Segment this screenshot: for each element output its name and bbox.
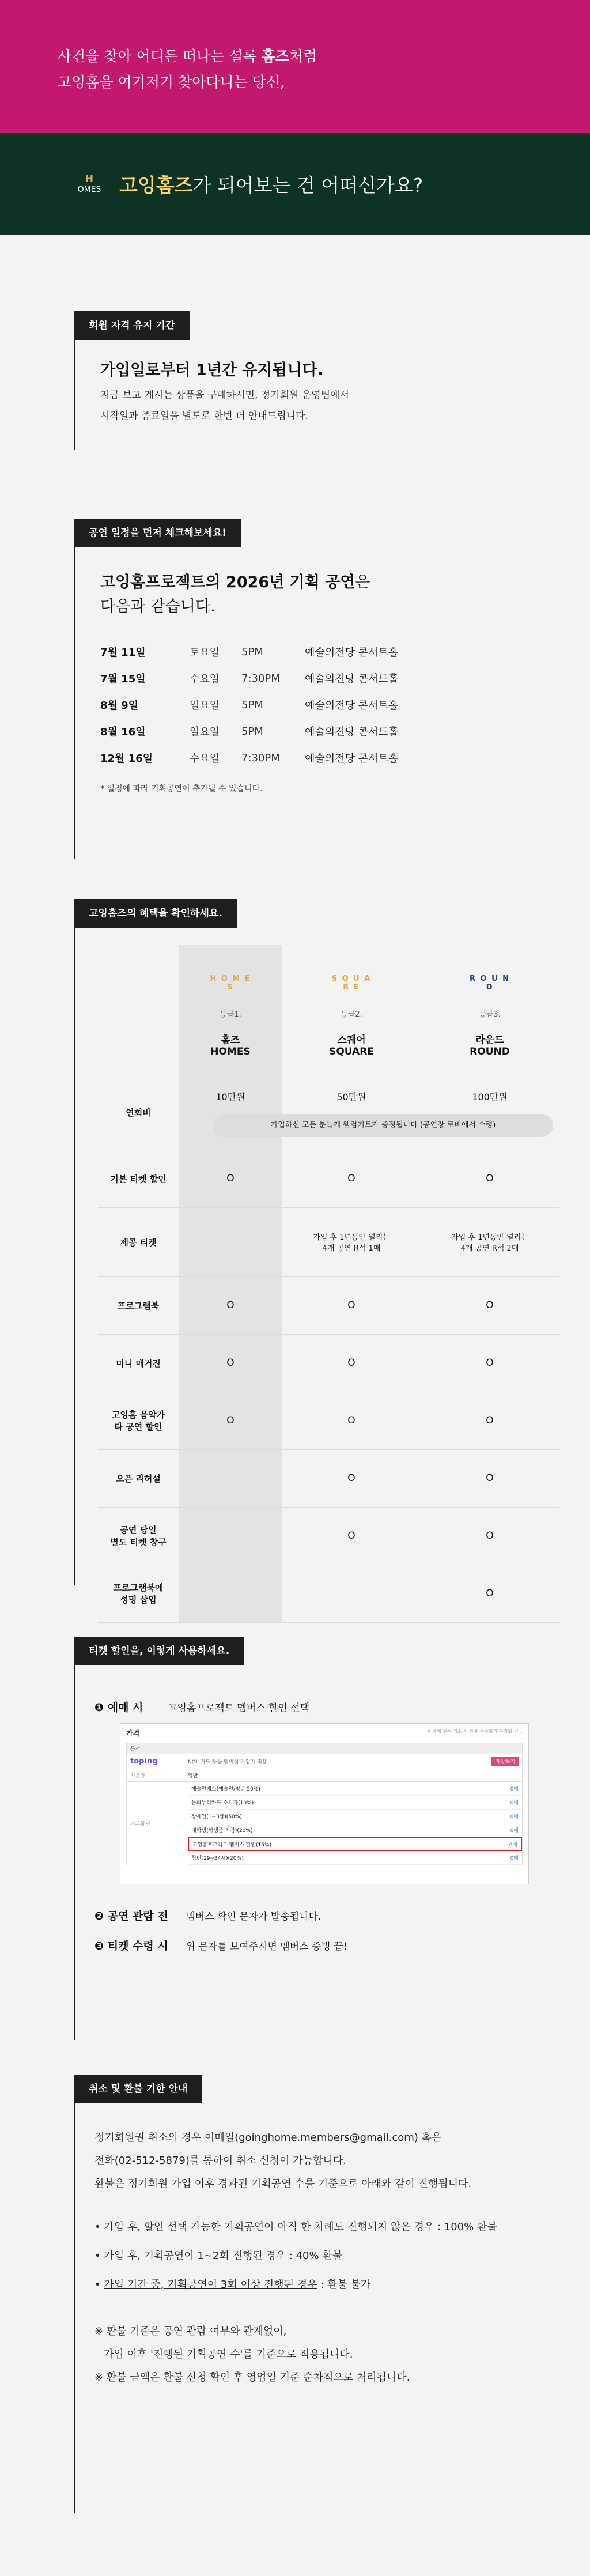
refund-condition: 가입 기간 중, 기획공연이 3회 이상 진행된 경우: [104, 2279, 317, 2291]
schedule-cell: 7월 15일: [100, 673, 146, 685]
tier-logo-icon: R O U N D: [469, 975, 510, 992]
discount-option-select[interactable]: 0매: [510, 1800, 519, 1806]
refund-item: [94, 2242, 558, 2271]
refund-bullet: •: [94, 2221, 104, 2233]
schedule-cell: 예술의전당 콘서트홀: [305, 726, 399, 738]
schedule-cell: 수요일: [190, 753, 220, 765]
benefit-label: 오픈 리허설: [98, 1449, 179, 1507]
tier-name-en: SQUARE: [329, 1046, 374, 1058]
discount-option: [188, 1851, 522, 1865]
tier-grade: 등급1.: [220, 1010, 241, 1019]
benefit-value: O: [282, 1150, 421, 1207]
benefits-section: [74, 899, 575, 1623]
benefit-label: 미니 매거진: [98, 1334, 179, 1392]
benefit-value: O: [179, 1392, 282, 1449]
benefit-label: 프로그램북에 성명 삽입: [98, 1565, 179, 1622]
discount-option-select[interactable]: 0매: [510, 1828, 519, 1834]
schedule-cell: 수요일: [190, 673, 220, 685]
benefit-label: 공연 당일 별도 티켓 창구: [98, 1507, 179, 1565]
benefit-row: [98, 1276, 559, 1334]
tier-name-ko: 라운드: [475, 1034, 504, 1047]
membership-body-2: 시작일과 종료일을 별도로 한번 더 안내드립니다.: [100, 410, 308, 422]
schedule-cell: 12월 16일: [100, 753, 153, 765]
benefit-label: 고잉홈 음악가 타 공연 할인: [98, 1392, 179, 1449]
refund-note-1b: 가입 이후 '진행된 기획공연 수'를 기준으로 적용됩니다.: [104, 2348, 353, 2360]
discount-option: [188, 1796, 522, 1810]
benefit-value: O: [421, 1334, 559, 1392]
refund-result: : 환불 불가: [317, 2279, 371, 2291]
refund-note-2: ※ 환불 금액은 환불 신청 확인 후 영업일 기준 순차적으로 처리됩니다.: [94, 2371, 410, 2384]
benefit-value: O: [421, 1565, 559, 1622]
schedule-cell: 일요일: [190, 726, 220, 738]
benefit-label: 기본 티켓 할인: [98, 1150, 179, 1207]
benefit-row: [98, 1150, 559, 1207]
benefit-label: 프로그램북: [98, 1276, 179, 1334]
section-label: 공연 일정을 먼저 체크해보세요!: [74, 519, 241, 547]
benefit-value: O: [282, 1507, 421, 1565]
hero-line-1: 사건을 찾아 어디든 떠나는 셜록 홈즈처럼: [58, 48, 317, 65]
refund-item: [94, 2213, 558, 2242]
join-button[interactable]: 가입하기: [491, 1757, 519, 1766]
step-3: ❸ 티켓 수령 시 위 문자를 보여주시면 멤버스 증빙 끝!: [94, 1940, 347, 1952]
discount-option-select[interactable]: 0매: [510, 1786, 519, 1792]
tier-name-en: ROUND: [470, 1046, 510, 1058]
benefit-value: O: [421, 1276, 559, 1334]
benefit-row: [98, 1449, 559, 1507]
schedule-row: [100, 639, 481, 665]
benefit-label: 제공 티켓: [98, 1207, 179, 1276]
schedule-cell: 5PM: [241, 645, 263, 658]
benefits-table: [98, 945, 559, 1623]
schedule-cell: 예술의전당 콘서트홀: [305, 647, 399, 659]
benefit-row: [98, 1334, 559, 1392]
benefit-value: O: [282, 1392, 421, 1449]
section-label: 티켓 할인을, 이렇게 사용하세요.: [74, 1637, 244, 1665]
discount-section: [74, 1637, 529, 1952]
membership-headline: 가입일로부터 1년간 유지됩니다.: [100, 361, 323, 379]
schedule-cell: 예술의전당 콘서트홀: [305, 673, 399, 685]
schedule-cell: 8월 9일: [100, 700, 139, 712]
tier-name-en: HOMES: [210, 1046, 251, 1058]
schedule-cell: 일요일: [190, 700, 220, 712]
tier-grade: 등급3.: [479, 1010, 501, 1019]
fee-label: 연회비: [98, 1075, 179, 1150]
discount-option-label: 청년(19~34세)(20%): [191, 1856, 244, 1861]
benefit-value: [179, 1507, 282, 1565]
step-1: ❶ 예매 시 고잉홈프로젝트 멤버스 할인 선택: [94, 1701, 310, 1714]
schedule-table: [100, 639, 481, 771]
schedule-headline-2: 다음과 같습니다.: [100, 598, 215, 615]
schedule-cell: 8월 16일: [100, 726, 146, 738]
discount-option-label: 장애인(1~3급)(50%): [191, 1814, 242, 1820]
discount-option-select[interactable]: 0매: [510, 1856, 519, 1861]
refund-result: : 100% 환불: [434, 2221, 497, 2233]
benefit-row: [98, 1207, 559, 1276]
schedule-row: [100, 745, 481, 771]
tier-name-ko: 홈즈: [221, 1034, 240, 1047]
benefit-value: O: [179, 1276, 282, 1334]
schedule-cell: 예술의전당 콘서트홀: [305, 700, 399, 712]
schedule-row: [100, 665, 481, 692]
tier-square: [282, 945, 421, 1075]
hero-line-2: 고잉홈을 여기저기 찾아다니는 당신,: [58, 74, 285, 90]
fee-cell: [179, 1075, 559, 1150]
schedule-row: [100, 718, 481, 745]
refund-condition: 가입 후, 기획공연이 1~2회 진행된 경우: [104, 2250, 286, 2262]
discount-option-select[interactable]: 0매: [509, 1842, 517, 1848]
booking-screenshot: 가격 ※ 예매 횟수 취소 시 환불 수수료가 부과됩니다. 등석 toping NOL 카드 등등 멤버십 가입자 적용 가입하기 기본가 일반 기본할인 예술인패스(예술인/청년 50%) 0매 문화누리카드 소지자(10%) 0매 장애인(1~3급)(50%) 0매 대학생(학생증 지참)(20%) 0매 고잉홈프로젝트 멤버스 할인(15%) 0매 청년(19~34세)(20%) 0매: [120, 1723, 529, 1884]
section-label: 회원 자격 유지 기간: [74, 311, 190, 340]
benefit-row: [98, 1565, 559, 1622]
benefit-value: 가입 후 1년동안 열리는 4개 공연 R석 2매: [421, 1207, 559, 1276]
discount-option-label: 문화누리카드 소지자(10%): [191, 1800, 254, 1806]
section-label: 취소 및 환불 기한 안내: [74, 2075, 202, 2103]
fee-round: 100만원: [472, 1091, 508, 1102]
benefit-value: O: [282, 1276, 421, 1334]
benefit-value: O: [282, 1334, 421, 1392]
step-2: ❷ 공연 관람 전 멤버스 확인 문자가 발송됩니다.: [94, 1910, 322, 1922]
benefit-value: [179, 1207, 282, 1276]
discount-option-label: 대학생(학생증 지참)(20%): [191, 1828, 253, 1834]
refund-condition: 가입 후, 할인 선택 가능한 기획공연이 아직 한 차례도 진행되지 않은 경우: [104, 2221, 434, 2233]
section-label: 고잉홈즈의 혜택을 확인하세요.: [74, 899, 237, 928]
benefit-value: O: [421, 1150, 559, 1207]
tier-name-ko: 스퀘어: [337, 1034, 366, 1047]
membership-section: [74, 311, 529, 426]
benefit-value: O: [421, 1507, 559, 1565]
benefit-value: O: [179, 1150, 282, 1207]
tier-logo-icon: S Q U A R E: [331, 975, 372, 992]
discount-option-label: 고잉홈프로젝트 멤버스 할인(15%): [192, 1842, 272, 1848]
schedule-row: [100, 692, 481, 718]
schedule-section: [74, 519, 529, 794]
discount-option-label: 예술인패스(예술인/청년 50%): [191, 1786, 260, 1792]
benefit-value: [179, 1565, 282, 1622]
schedule-cell: 예술의전당 콘서트홀: [305, 753, 399, 765]
benefit-value: O: [421, 1392, 559, 1449]
refund-note-1: ※ 환불 기준은 공연 관람 여부와 관계없이,: [94, 2325, 287, 2337]
benefit-value: [282, 1565, 421, 1622]
discount-option: [188, 1837, 522, 1851]
refund-item: [94, 2271, 558, 2299]
schedule-headline: 고잉홈프로젝트의 2026년 기획 공연은: [100, 573, 370, 591]
schedule-cell: 7:30PM: [241, 751, 280, 764]
refund-p2: 전화(02-512-5879)를 통하여 취소 신청이 가능합니다.: [94, 2155, 346, 2167]
tier-round: [421, 945, 559, 1075]
fee-square: 50만원: [336, 1091, 366, 1102]
schedule-note: * 일정에 따라 기획공연이 추가될 수 있습니다.: [100, 784, 263, 794]
benefit-value: O: [179, 1334, 282, 1392]
refund-list: [94, 2213, 558, 2299]
schedule-cell: 5PM: [241, 725, 263, 738]
discount-option: [188, 1782, 522, 1796]
refund-p1: 정기회원권 취소의 경우 이메일(goinghome.members@gmail.com) 혹은: [94, 2132, 442, 2144]
discount-option: [188, 1810, 522, 1823]
schedule-cell: 7월 11일: [100, 647, 146, 659]
benefit-row: [98, 1392, 559, 1449]
homes-logo: H OMES: [77, 173, 101, 194]
membership-body-1: 지금 보고 계시는 상품을 구매하시면, 정기회원 운영팀에서: [100, 390, 349, 401]
refund-section: [74, 2075, 558, 2389]
benefit-value: 가입 후 1년동안 열리는 4개 공연 R석 1매: [282, 1207, 421, 1276]
benefit-value: [179, 1449, 282, 1507]
band-title: 고잉홈즈가 되어보는 건 어떠신가요?: [119, 173, 423, 197]
hero-banner: [0, 0, 590, 133]
tier-homes: [179, 945, 282, 1075]
refund-bullet: •: [94, 2279, 104, 2291]
refund-p3: 환불은 정기회원 가입 이후 경과된 기획공연 수를 기준으로 아래와 같이 진행됩니다.: [94, 2178, 472, 2190]
refund-result: : 40% 환불: [286, 2250, 343, 2262]
homes-title-band: [0, 133, 590, 235]
fee-homes: 10만원: [215, 1091, 245, 1102]
benefit-value: O: [421, 1449, 559, 1507]
tier-logo-icon: H O M E S: [210, 975, 251, 992]
schedule-cell: 토요일: [190, 647, 220, 659]
benefit-value: O: [282, 1449, 421, 1507]
welcome-kit-note: 가입하신 모든 분들께 웰컴키트가 증정됩니다 (공연장 로비에서 수령): [213, 1114, 553, 1137]
schedule-cell: 5PM: [241, 698, 263, 711]
schedule-cell: 7:30PM: [241, 672, 280, 685]
tier-grade: 등급2.: [341, 1010, 362, 1019]
refund-bullet: •: [94, 2250, 104, 2262]
discount-option: [188, 1823, 522, 1837]
discount-option-select[interactable]: 0매: [510, 1814, 519, 1820]
benefit-row: [98, 1507, 559, 1565]
